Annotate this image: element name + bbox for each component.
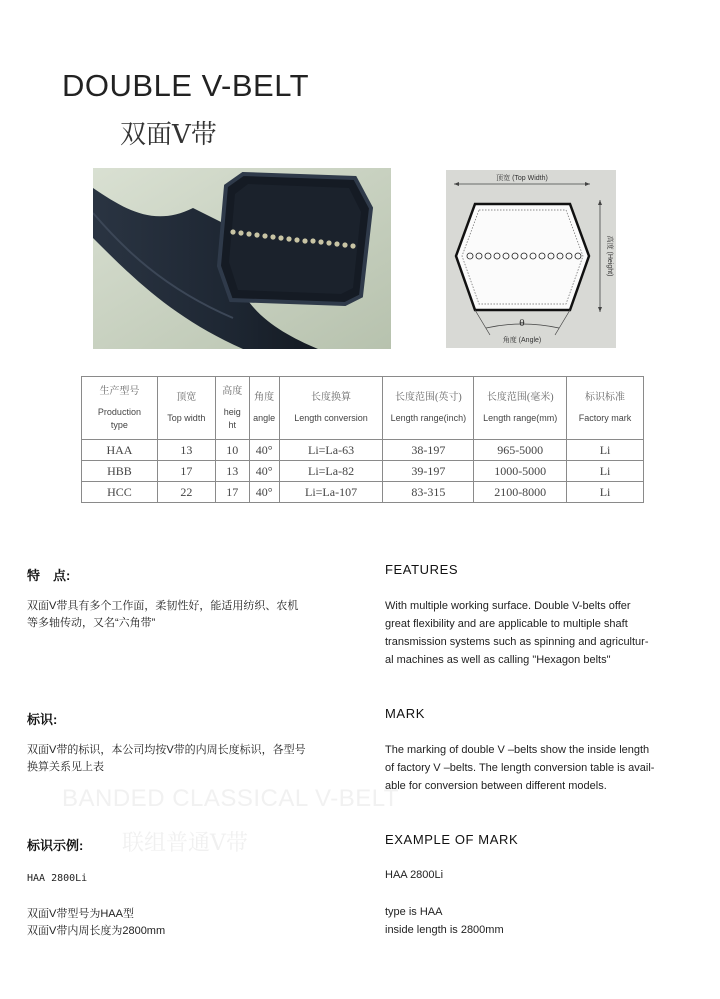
table-cell: 40°	[249, 482, 279, 503]
table-cell: Li=La-82	[279, 461, 383, 482]
features-heading-en: FEATURES	[385, 562, 459, 577]
features-text-cn: 双面V带具有多个工作面，柔韧性好，能适用纺织、农机 等多轴传动，又名“六角带”	[27, 600, 299, 629]
cross-section-diagram	[446, 170, 616, 348]
page-title: DOUBLE V-BELT	[62, 68, 310, 103]
table-cell: Li	[567, 461, 644, 482]
table-cell: 1000-5000	[474, 461, 567, 482]
features-heading-cn: 特 点:	[27, 568, 71, 583]
spec-table	[81, 376, 644, 503]
example-code-en: HAA 2800Li	[385, 869, 444, 881]
table-cell: Li	[567, 482, 644, 503]
table-cell: 17	[157, 461, 215, 482]
table-cell: Li=La-107	[279, 482, 383, 503]
mark-heading-en: MARK	[385, 706, 425, 721]
table-row	[82, 461, 644, 482]
table-cell: 13	[157, 440, 215, 461]
header-length-range-inch: 长度范围(英寸) Length range(inch)	[383, 377, 474, 440]
table-cell: 17	[215, 482, 249, 503]
belt-photo	[93, 168, 391, 349]
features-text-en: With multiple working surface. Double V-belts offer great flexibility and are applicable to multiple shaft transmission systems such as spinning and agricultur- al machines as well as calling "Hexagon belts"	[385, 600, 649, 666]
mark-heading-cn: 标识:	[27, 712, 58, 727]
header-length-range-mm: 长度范围(毫米) Length range(mm)	[474, 377, 567, 440]
example-text-cn: 双面V带型号为HAA型 双面V带内周长度为2800mm	[27, 908, 166, 937]
watermark-cn: 联组普通V带	[122, 831, 248, 856]
angle-symbol: θ	[519, 319, 525, 329]
table-cell: 965-5000	[474, 440, 567, 461]
table-cell: 38-197	[383, 440, 474, 461]
table-header-row	[82, 377, 644, 440]
top-width-label: 顶宽 (Top Width)	[496, 175, 548, 182]
header-angle: 角度 angle	[249, 377, 279, 440]
mark-text-en: The marking of double V –belts show the inside length of factory V –belts. The length conversion table is avail- able for conversion between different models.	[385, 744, 655, 792]
page-subtitle-cn: 双面V带	[120, 120, 217, 150]
height-label: 高度 (Height)	[606, 235, 613, 277]
example-code-cn: HAA 2800Li	[27, 873, 88, 884]
mark-text-cn: 双面V带的标识，本公司均按V带的内周长度标识，各型号 换算关系见上表	[27, 744, 306, 773]
table-cell: 10	[215, 440, 249, 461]
table-row	[82, 440, 644, 461]
header-top-width: 顶宽 Top width	[157, 377, 215, 440]
table-cell: HCC	[82, 482, 158, 503]
table-cell: 40°	[249, 461, 279, 482]
table-cell: HAA	[82, 440, 158, 461]
table-cell: 40°	[249, 440, 279, 461]
header-height: 高度 heig ht	[215, 377, 249, 440]
header-length-conversion: 长度换算 Length conversion	[279, 377, 383, 440]
angle-label: 角度 (Angle)	[502, 337, 542, 344]
table-cell: Li=La-63	[279, 440, 383, 461]
header-factory-mark: 标识标准 Factory mark	[567, 377, 644, 440]
table-cell: 13	[215, 461, 249, 482]
table-cell: 22	[157, 482, 215, 503]
table-cell: Li	[567, 440, 644, 461]
header-production-type: 生产型号 Production type	[82, 377, 158, 440]
table-row	[82, 482, 644, 503]
example-heading-en: EXAMPLE OF MARK	[385, 832, 519, 847]
table-cell: 2100-8000	[474, 482, 567, 503]
watermark-en: BANDED CLASSICAL V-BELT	[62, 785, 399, 812]
table-cell: HBB	[82, 461, 158, 482]
table-cell: 39-197	[383, 461, 474, 482]
table-cell: 83-315	[383, 482, 474, 503]
example-text-en: type is HAA inside length is 2800mm	[385, 906, 504, 936]
example-heading-cn: 标识示例:	[27, 838, 84, 853]
